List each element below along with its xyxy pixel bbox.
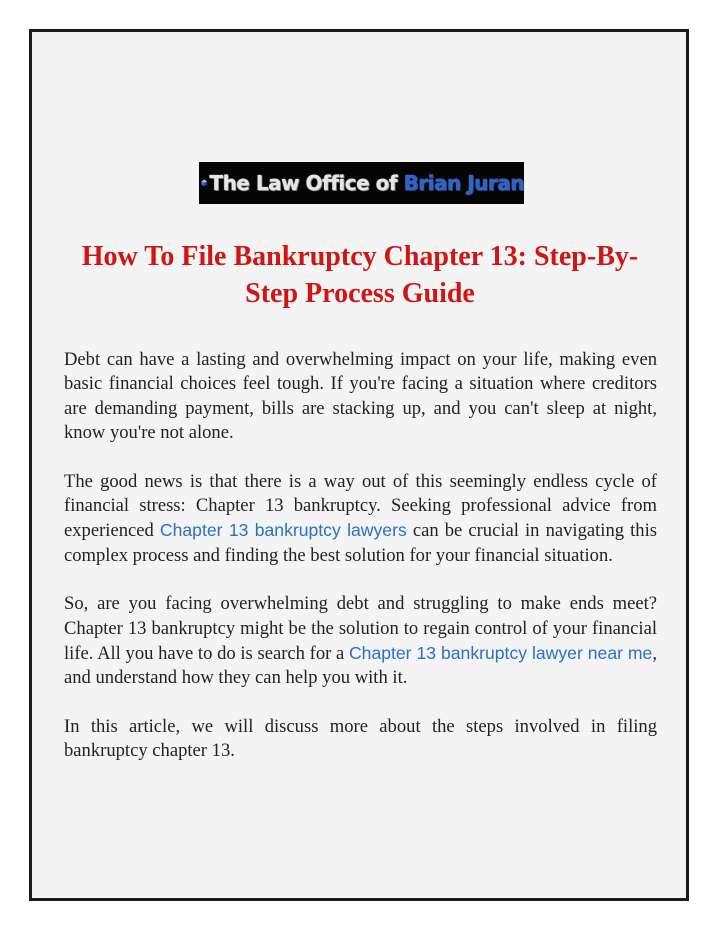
link-chapter13-lawyer-near-me[interactable]: Chapter 13 bankruptcy lawyer near me bbox=[348, 643, 653, 664]
paragraph-good-news bbox=[64, 470, 657, 569]
paragraph-text: , and understand how they can help you with it. bbox=[64, 643, 657, 689]
paragraph-question bbox=[64, 592, 657, 691]
paragraph-article-scope: In this article, we will discuss more about the steps involved in filing bankruptcy chapter 13. bbox=[64, 715, 657, 762]
paragraph-intro: Debt can have a lasting and overwhelming impact on your life, making even basic financial choices feel tough. If you're facing a situation where creditors are demanding payment, bills are stacking up, and you can't sleep at night, know you're not alone. bbox=[64, 349, 657, 444]
article-body bbox=[64, 348, 657, 788]
paragraph-text: can be crucial in navigating this complex process and finding the best solution for your financial situation. bbox=[64, 520, 658, 566]
logo-text-name: Brian Juran bbox=[403, 171, 524, 195]
logo-text-firm: The Law Office of bbox=[209, 171, 404, 195]
paragraph-text: So, are you facing overwhelming debt and struggling to make ends meet? Chapter 13 bankruptcy might be the solution to regain control of your financial life. All you have to do is search for a bbox=[64, 593, 657, 665]
law-office-logo bbox=[199, 162, 524, 204]
paragraph-text: The good news is that there is a way out of this seemingly endless cycle of financial stress: Chapter 13 bankruptcy. Seeking professional advice from experienced bbox=[64, 470, 657, 542]
article-title: How To File Bankruptcy Chapter 13: Step-By-Step Process Guide bbox=[81, 241, 639, 309]
logo-text bbox=[209, 162, 524, 204]
link-chapter13-lawyers[interactable]: Chapter 13 bankruptcy lawyers bbox=[159, 520, 407, 541]
cube-logo-icon bbox=[201, 166, 207, 200]
